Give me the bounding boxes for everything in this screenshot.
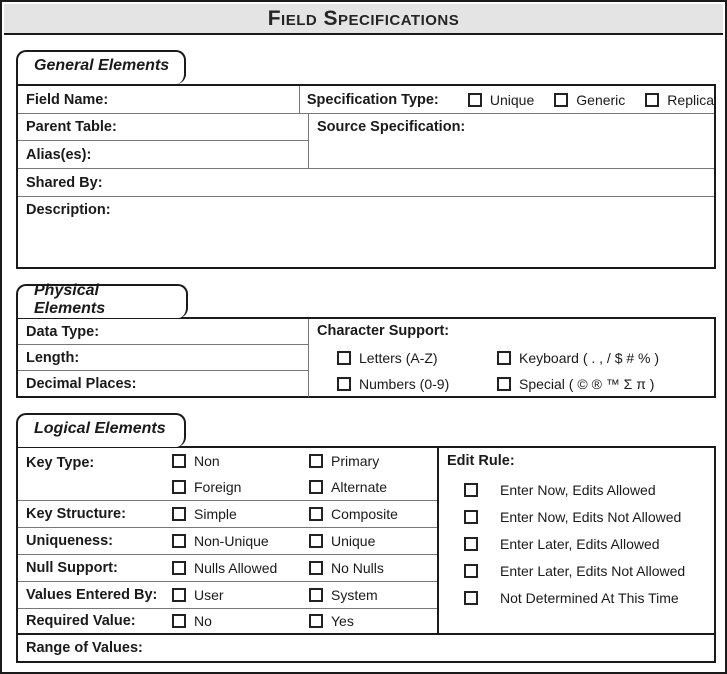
values-entered-by-row	[18, 582, 437, 609]
checkbox-nulls-allowed-label: Nulls Allowed	[194, 560, 278, 576]
checkbox-simple[interactable]	[172, 507, 186, 521]
checkbox-primary[interactable]	[309, 454, 323, 468]
field-name-field[interactable]	[18, 86, 300, 113]
edit-rule-panel	[437, 448, 714, 633]
data-type-label: Data Type:	[26, 323, 100, 340]
table-row	[18, 86, 714, 114]
checkbox-unique-label: Unique	[489, 91, 535, 108]
checkbox-composite[interactable]	[309, 507, 323, 521]
field-name-label: Field Name:	[26, 91, 109, 108]
edit-rule-option	[439, 476, 714, 503]
decimal-places-label: Decimal Places:	[26, 376, 137, 392]
shared-by-field[interactable]	[18, 169, 714, 196]
checkbox-letters[interactable]	[337, 351, 351, 365]
checkbox-unique[interactable]	[468, 93, 482, 107]
null-support-option-no-nulls	[309, 560, 384, 576]
uniqueness-label: Uniqueness:	[26, 533, 114, 549]
tab-logical-elements	[16, 413, 186, 447]
uniqueness-option-non-unique	[172, 533, 309, 549]
key-type-option-primary	[309, 453, 379, 469]
checkbox-enter-now-edits-allowed[interactable]	[464, 483, 478, 497]
key-type-row	[18, 448, 437, 501]
checkbox-non[interactable]	[172, 454, 186, 468]
checkbox-enter-later-edits-allowed[interactable]	[464, 537, 478, 551]
checkbox-not-determined[interactable]	[464, 591, 478, 605]
length-label: Length:	[26, 349, 80, 366]
tab-general-elements-label: General Elements	[34, 57, 170, 74]
physical-elements-table	[16, 317, 716, 398]
uniqueness-row	[18, 528, 437, 555]
required-value-option-no	[172, 613, 309, 629]
logical-body	[18, 448, 714, 633]
key-structure-option-simple	[172, 506, 309, 522]
checkbox-unique-key[interactable]	[309, 534, 323, 548]
data-type-field[interactable]	[18, 319, 308, 345]
edit-rule-option-label: Enter Now, Edits Allowed	[500, 481, 656, 498]
parent-table-field[interactable]	[18, 114, 308, 141]
edit-rule-option-label: Enter Now, Edits Not Allowed	[500, 508, 682, 525]
null-support-label: Null Support:	[26, 560, 118, 576]
tab-logical-elements-label: Logical Elements	[34, 420, 166, 437]
checkbox-user-label: User	[194, 587, 224, 603]
aliases-label: Alias(es):	[26, 146, 92, 163]
checkbox-enter-now-edits-not-allowed[interactable]	[464, 510, 478, 524]
values-entered-option-system	[309, 587, 378, 603]
key-type-option-line	[172, 449, 437, 473]
edit-rule-option	[439, 530, 714, 557]
parent-table-alias-cells	[18, 114, 309, 168]
checkbox-required-yes[interactable]	[309, 614, 323, 628]
checkbox-numbers-label: Numbers (0-9)	[359, 376, 450, 392]
checkbox-alternate[interactable]	[309, 480, 323, 494]
checkbox-letters-label: Letters (A-Z)	[359, 350, 438, 366]
checkbox-nulls-allowed[interactable]	[172, 561, 186, 575]
spec-type-option-generic	[554, 92, 625, 108]
table-row	[18, 197, 714, 267]
key-type-option-non	[172, 453, 309, 469]
physical-left-column	[18, 319, 309, 397]
key-type-label: Key Type:	[26, 455, 95, 471]
checkbox-foreign[interactable]	[172, 480, 186, 494]
specification-type-field	[300, 86, 714, 113]
tab-general-elements	[16, 50, 186, 84]
character-support-field	[309, 319, 714, 397]
values-entered-by-label: Values Entered By:	[26, 587, 158, 603]
edit-rule-option	[439, 584, 714, 611]
shared-by-label: Shared By:	[26, 174, 103, 191]
table-row	[18, 169, 714, 197]
description-label: Description:	[26, 202, 111, 218]
logical-left-column	[18, 448, 437, 633]
checkbox-required-no[interactable]	[172, 614, 186, 628]
spec-type-option-unique	[468, 92, 534, 108]
checkbox-required-yes-label: Yes	[331, 613, 354, 629]
checkbox-no-nulls[interactable]	[309, 561, 323, 575]
checkbox-simple-label: Simple	[194, 506, 237, 522]
source-specification-field[interactable]	[309, 114, 714, 168]
uniqueness-option-unique	[309, 533, 375, 549]
edit-rule-option-label: Enter Later, Edits Not Allowed	[500, 562, 686, 579]
required-value-label: Required Value:	[26, 613, 136, 629]
checkbox-system[interactable]	[309, 588, 323, 602]
null-support-row	[18, 555, 437, 582]
general-elements-table	[16, 84, 716, 269]
checkbox-non-unique-label: Non-Unique	[194, 533, 269, 549]
checkbox-special[interactable]	[497, 377, 511, 391]
char-option-special	[497, 376, 654, 392]
length-field[interactable]	[18, 345, 308, 371]
char-support-row	[309, 345, 714, 371]
range-of-values-label: Range of Values:	[26, 640, 143, 656]
checkbox-system-label: System	[331, 587, 378, 603]
tab-physical-elements-label: Physical Elements	[34, 282, 106, 317]
parent-table-label: Parent Table:	[26, 119, 117, 135]
character-support-label: Character Support:	[317, 323, 450, 339]
checkbox-special-label: Special ( © ® ™ Σ π )	[519, 376, 655, 392]
physical-body	[18, 319, 714, 397]
checkbox-keyboard-label: Keyboard ( . , / $ # % )	[519, 350, 660, 366]
checkbox-replica[interactable]	[645, 93, 659, 107]
checkbox-foreign-label: Foreign	[194, 479, 242, 495]
char-option-numbers	[337, 376, 497, 392]
tab-physical-elements	[16, 284, 188, 318]
char-support-row	[309, 371, 714, 397]
edit-rule-label: Edit Rule:	[447, 453, 515, 469]
checkbox-user[interactable]	[172, 588, 186, 602]
key-type-option-alternate	[309, 479, 387, 495]
key-type-option-foreign	[172, 479, 309, 495]
decimal-places-field[interactable]	[18, 371, 308, 397]
logical-elements-table	[16, 446, 716, 663]
source-specification-label: Source Specification:	[317, 119, 466, 135]
key-structure-option-composite	[309, 506, 398, 522]
description-field[interactable]	[18, 197, 714, 267]
checkbox-required-no-label: No	[194, 613, 212, 629]
specification-type-label: Specification Type:	[306, 91, 439, 108]
edit-rule-option	[439, 557, 714, 584]
page-title: Field Specifications	[267, 6, 460, 30]
edit-rule-option-label: Enter Later, Edits Allowed	[500, 535, 660, 552]
checkbox-replica-label: Replica	[667, 91, 714, 108]
edit-rule-option-label: Not Determined At This Time	[500, 589, 679, 606]
aliases-field[interactable]	[18, 141, 308, 168]
key-structure-label: Key Structure:	[26, 506, 126, 522]
edit-rule-option	[439, 503, 714, 530]
values-entered-option-user	[172, 587, 309, 603]
null-support-option-nulls-allowed	[172, 560, 309, 576]
required-value-option-yes	[309, 613, 354, 629]
checkbox-unique-key-label: Unique	[331, 533, 376, 549]
checkbox-non-label: Non	[194, 453, 220, 469]
key-type-options	[172, 448, 437, 500]
checkbox-non-unique[interactable]	[172, 534, 186, 548]
key-structure-row	[18, 501, 437, 528]
checkbox-keyboard[interactable]	[497, 351, 511, 365]
range-of-values-field[interactable]	[18, 633, 714, 661]
form-title-bar	[4, 4, 723, 35]
checkbox-generic[interactable]	[554, 93, 568, 107]
char-option-letters	[337, 350, 497, 366]
key-type-option-line	[172, 475, 437, 499]
char-option-keyboard	[497, 350, 659, 366]
checkbox-primary-label: Primary	[331, 453, 380, 469]
checkbox-composite-label: Composite	[331, 506, 398, 522]
checkbox-numbers[interactable]	[337, 377, 351, 391]
checkbox-no-nulls-label: No Nulls	[331, 560, 384, 576]
spec-type-option-replica	[645, 92, 714, 108]
checkbox-enter-later-edits-not-allowed[interactable]	[464, 564, 478, 578]
checkbox-alternate-label: Alternate	[331, 479, 388, 495]
required-value-row	[18, 609, 437, 633]
table-row	[18, 114, 714, 169]
checkbox-generic-label: Generic	[576, 91, 626, 108]
